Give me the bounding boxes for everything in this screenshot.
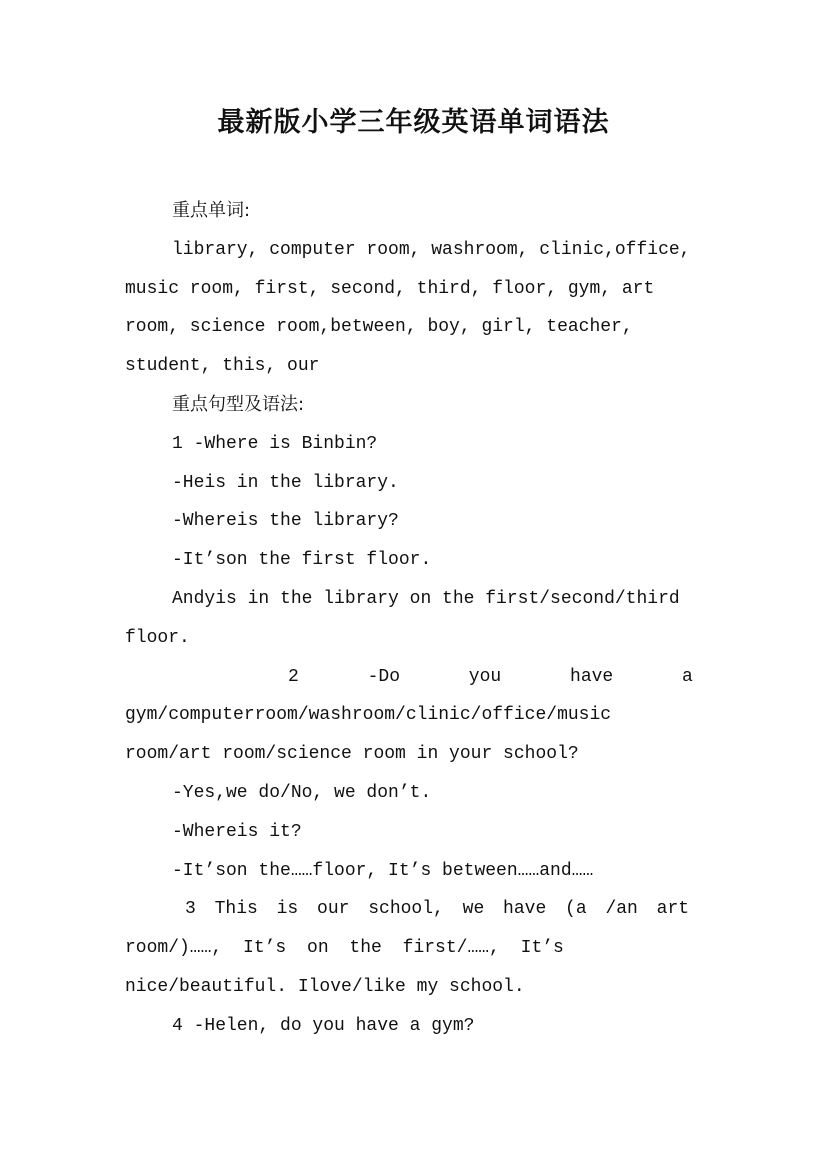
vocab-line-1	[125, 231, 702, 270]
sentence-2-line-2: gym/computerroom/washroom/clinic/office/music	[125, 705, 612, 726]
sentence-3-line-2: room/)……, It’s on the first/……, It’s	[125, 938, 564, 959]
sentence-2-answer-2: -It’son the……floor, It’s between……and……	[172, 860, 594, 881]
grammar-heading: 重点句型及语法:	[172, 393, 305, 415]
sentence-3-line-3: nice/beautiful. Ilove/like my school.	[125, 976, 525, 997]
sentence-2-answer: -Yes,we do/No, we don’t.	[172, 782, 432, 803]
sentence-1-example-line-1: Andyis in the library on the first/second/third	[172, 588, 680, 609]
sentence-1-example-line-2: floor.	[125, 627, 190, 648]
vocab-line-4: student, this, our	[125, 356, 320, 377]
sentence-3-line-1: 3 This is our school, we have (a /an art	[185, 899, 690, 920]
sentence-2-line-3: room/art room/science room in your school?	[125, 744, 579, 765]
vocab-line-2	[125, 270, 702, 309]
vocab-line-3	[125, 308, 702, 347]
sentence-2-line-1: 2 -Do you have a	[288, 666, 693, 687]
vocab-line-1-text: library, computer room, washroom, clinic,office,	[172, 239, 691, 260]
sentence-1-question: 1 -Where is Binbin?	[172, 433, 378, 454]
vocab-line-3-text: room, science room,between, boy, girl, teacher,	[125, 317, 633, 338]
document-title: 最新版小学三年级英语单词语法	[217, 107, 610, 138]
sentence-1-answer: -Heis in the library.	[172, 472, 399, 493]
document-body	[125, 192, 702, 1046]
sentence-1-answer-2: -It’son the first floor.	[172, 550, 432, 571]
sentence-2-question-2: -Whereis it?	[172, 821, 302, 842]
sentence-4-line-1: 4 -Helen, do you have a gym?	[172, 1015, 475, 1036]
sentence-1-question-2: -Whereis the library?	[172, 511, 399, 532]
vocab-line-2-text: music room, first, second, third, floor, gym, art	[125, 278, 655, 299]
vocab-heading: 重点单词:	[172, 200, 251, 221]
